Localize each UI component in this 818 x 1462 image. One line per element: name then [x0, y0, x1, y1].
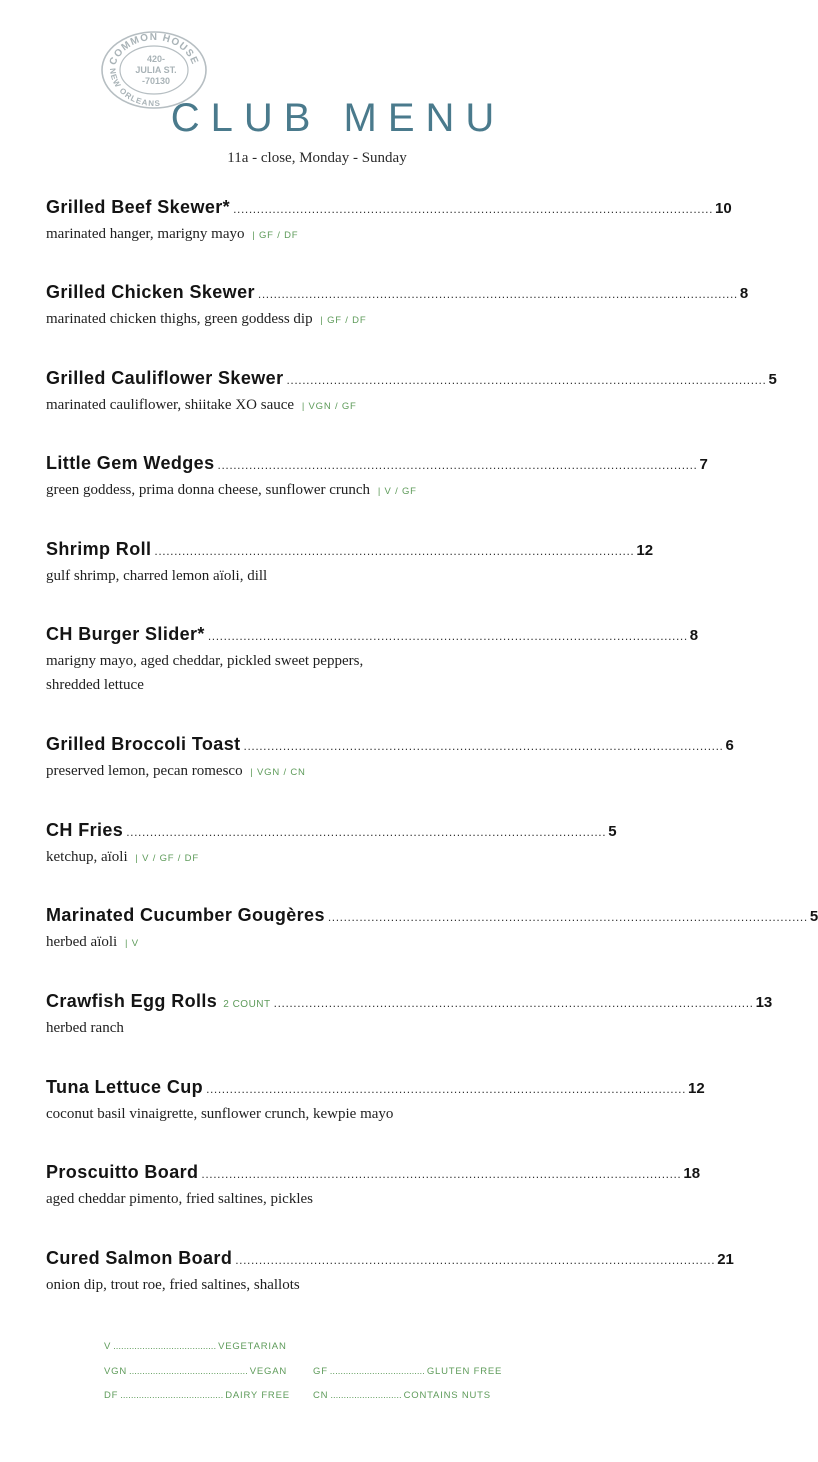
menu-item: [46, 1077, 705, 1126]
item-description: herbed ranch: [46, 1020, 124, 1036]
item-name: Grilled Chicken Skewer: [46, 282, 255, 302]
dot-leader: ..........................................................................................................................: [126, 825, 607, 839]
legend-label: GLUTEN FREE: [426, 1366, 503, 1377]
dot-leader: .......................................: [113, 1341, 217, 1352]
stamp-line-3: -70130: [141, 76, 171, 86]
item-name: Grilled Broccoli Toast: [46, 734, 241, 754]
stamp-line-2: JULIA ST.: [135, 65, 177, 75]
item-price: 6: [725, 737, 734, 754]
dietary-tags: | VGN / GF: [301, 401, 357, 412]
dot-leader: .............................................: [129, 1366, 248, 1377]
item-price: 18: [683, 1165, 701, 1182]
dietary-tags: | VGN / CN: [250, 767, 306, 778]
item-description: gulf shrimp, charred lemon aïoli, dill: [46, 568, 268, 584]
item-description: marinated cauliflower, shiitake XO sauce: [46, 397, 295, 413]
dot-leader: ..........................................................................................................................: [235, 1253, 716, 1267]
stamp-ring-bottom: NEW ORLEANS: [107, 67, 162, 109]
dot-leader: ..........................................................................................................................: [233, 202, 714, 216]
dot-leader: ..........................................................................................................................: [273, 996, 754, 1010]
item-name: Shrimp Roll: [46, 539, 152, 559]
stamp-ring-top: COMMON HOUSE: [107, 31, 201, 67]
menu-item: [46, 453, 708, 504]
menu-item: [46, 905, 818, 956]
item-description: herbed aïoli: [46, 934, 118, 950]
item-name: Grilled Cauliflower Skewer: [46, 368, 284, 388]
item-description: ketchup, aïoli: [46, 849, 128, 865]
menu-title: [0, 96, 634, 141]
item-description: preserved lemon, pecan romesco: [46, 763, 243, 779]
item-price: 5: [768, 371, 777, 388]
dot-leader: ..........................................................................................................................: [217, 458, 698, 472]
item-name: Cured Salmon Board: [46, 1248, 233, 1268]
menu-item: [46, 282, 749, 333]
dietary-tags: | V / GF / DF: [135, 853, 199, 864]
menu-item: [46, 991, 773, 1040]
legend-gluten-free: [313, 1366, 502, 1377]
menu-item: [46, 1162, 701, 1211]
item-description-line-2: shredded lettuce: [46, 677, 144, 693]
dietary-tags: | GF / DF: [252, 230, 299, 241]
legend-dairy-free: [104, 1390, 290, 1401]
item-name: Crawfish Egg Rolls: [46, 991, 218, 1011]
item-price: 5: [809, 908, 818, 925]
legend-code: VGN: [104, 1366, 127, 1377]
dot-leader: ..........................................................................................................................: [206, 1082, 687, 1096]
item-description: onion dip, trout roe, fried saltines, shallots: [46, 1277, 300, 1293]
item-name: CH Burger Slider*: [46, 624, 205, 644]
item-price: 13: [755, 994, 773, 1011]
menu-item: [46, 539, 654, 588]
dietary-tags: | V / GF: [377, 486, 417, 497]
dot-leader: ..........................................................................................................................: [207, 629, 688, 643]
legend-code: DF: [104, 1390, 119, 1401]
item-price: 21: [717, 1251, 734, 1268]
item-name: Marinated Cucumber Gougères: [46, 905, 325, 925]
legend-code: V: [104, 1341, 112, 1352]
item-price: 12: [636, 542, 654, 559]
hours-text: 11a - close, Monday - Sunday: [227, 150, 407, 166]
dietary-tags: | V: [124, 938, 139, 949]
dot-leader: ...........................: [330, 1390, 402, 1401]
dot-leader: ..........................................................................................................................: [154, 544, 635, 558]
menu-item: [46, 734, 734, 785]
dot-leader: ..........................................................................................................................: [257, 287, 738, 301]
item-price: 7: [699, 456, 708, 473]
menu-item: [46, 624, 699, 697]
item-name: Little Gem Wedges: [46, 453, 215, 473]
dietary-tags: | GF / DF: [320, 315, 367, 326]
legend-label: VEGAN: [249, 1366, 288, 1377]
dot-leader: ....................................: [329, 1366, 425, 1377]
stamp-line-1: 420-: [146, 54, 166, 64]
dot-leader: ..........................................................................................................................: [286, 373, 767, 387]
menu-title-text: CLUB MENU: [170, 96, 506, 140]
menu-item: [46, 1248, 734, 1297]
dot-leader: ..........................................................................................................................: [243, 739, 724, 753]
dot-leader: ..........................................................................................................................: [327, 910, 808, 924]
legend-contains-nuts: [313, 1390, 491, 1401]
item-price: 8: [739, 285, 749, 302]
menu-item: [46, 197, 732, 248]
legend-label: CONTAINS NUTS: [403, 1390, 491, 1401]
item-description-line-1: marigny mayo, aged cheddar, pickled sweet peppers,: [46, 653, 364, 669]
item-name: Grilled Beef Skewer*: [46, 197, 231, 217]
item-name: CH Fries: [46, 820, 124, 840]
menu-item: [46, 368, 777, 419]
item-price: 8: [689, 627, 699, 644]
item-name: Proscuitto Board: [46, 1162, 199, 1182]
item-name: Tuna Lettuce Cup: [46, 1077, 204, 1097]
item-description: marinated hanger, marigny mayo: [46, 226, 245, 242]
legend-label: VEGETARIAN: [218, 1341, 287, 1352]
item-price: 5: [608, 823, 617, 840]
item-description: green goddess, prima donna cheese, sunflower crunch: [46, 482, 371, 498]
legend-label: DAIRY FREE: [225, 1390, 290, 1401]
item-count: 2 COUNT: [223, 999, 271, 1010]
item-price: 12: [688, 1080, 705, 1097]
legend-vegetarian: [104, 1341, 287, 1352]
dot-leader: .......................................: [120, 1390, 224, 1401]
legend-code: GF: [313, 1366, 328, 1377]
item-description: coconut basil vinaigrette, sunflower crunch, kewpie mayo: [46, 1106, 394, 1122]
item-description: marinated chicken thighs, green goddess dip: [46, 311, 313, 327]
item-description: aged cheddar pimento, fried saltines, pickles: [46, 1191, 313, 1207]
item-price: 10: [715, 200, 732, 217]
legend-vegan: [104, 1366, 287, 1377]
legend-code: CN: [313, 1390, 329, 1401]
menu-item: [46, 820, 617, 871]
dot-leader: ..........................................................................................................................: [201, 1167, 682, 1181]
